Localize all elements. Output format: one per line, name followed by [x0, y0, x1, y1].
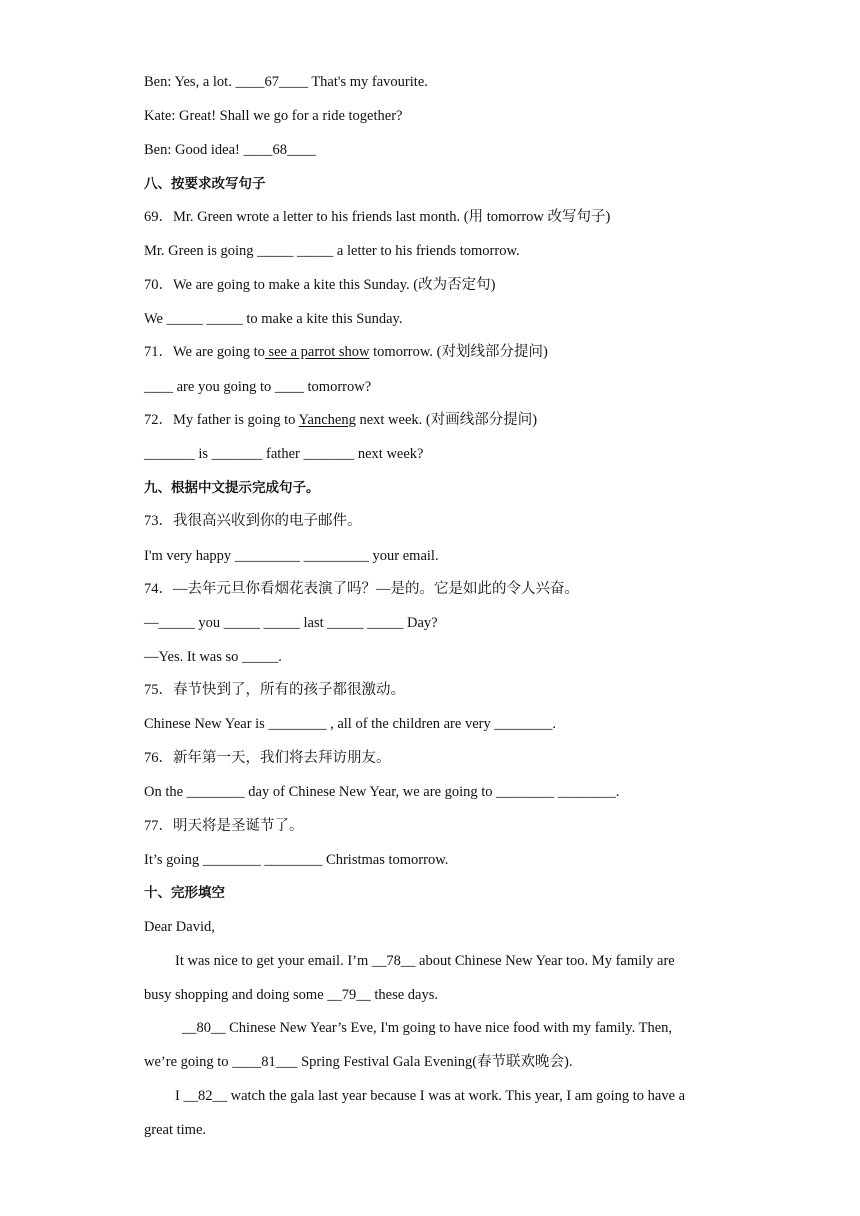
paragraph-1-line-2 [144, 985, 438, 1005]
answer-72: _______ is _______ father _______ next week? [144, 446, 424, 462]
question-73: 73．我很高兴收到你的电子邮件。 [144, 513, 362, 529]
section-9-title: 九、根据中文提示完成句子。 [144, 480, 320, 496]
blank-80: __80__ [182, 1020, 226, 1036]
paragraph-2-line-2 [144, 1052, 573, 1072]
text: Spring Festival Gala Evening(春节联欢晚会). [297, 1054, 573, 1070]
letter-greeting: Dear David, [144, 919, 215, 935]
text: It was nice to get your email. I’m [175, 953, 372, 969]
text: we’re going to [144, 1054, 233, 1070]
text: these days. [370, 987, 439, 1003]
text: tomorrow. (对划线部分提问) [369, 344, 548, 360]
text: next week. (对画线部分提问) [355, 412, 538, 428]
answer-77: It’s going ________ ________ Christmas tomorrow. [144, 852, 449, 868]
paragraph-1-line-1 [175, 951, 675, 971]
blank-79: __79__ [327, 987, 371, 1003]
answer-73: I'm very happy _________ _________ your email. [144, 548, 439, 564]
question-71 [144, 342, 548, 362]
underlined-phrase: see a parrot show [264, 344, 370, 360]
question-75: 75．春节快到了，所有的孩子都很激动。 [144, 682, 405, 698]
section-8-title: 八、按要求改写句子 [144, 176, 266, 192]
blank-78: __78__ [371, 953, 416, 969]
answer-76: On the ________ day of Chinese New Year, we are going to ________ ________. [144, 784, 620, 800]
paragraph-2-line-1 [182, 1018, 672, 1038]
underlined-phrase: Yancheng [298, 412, 356, 428]
answer-74-line-1: —_____ you _____ _____ last _____ _____ Day? [144, 615, 438, 631]
text: Ben: Good idea! [144, 142, 244, 158]
paragraph-3-line-2: great time. [144, 1122, 207, 1138]
blank-68: ____68____ [243, 142, 316, 158]
text: 71．We are going to [144, 344, 265, 360]
blank-81: ____81___ [232, 1054, 298, 1070]
question-70: 70．We are going to make a kite this Sunday. (改为否定句) [144, 277, 496, 293]
text: about Chinese New Year too. My family are [415, 953, 675, 969]
answer-71: ____ are you going to ____ tomorrow? [144, 379, 372, 395]
text: That's my favourite. [307, 74, 428, 90]
text: I [175, 1088, 184, 1104]
dialogue-line-ben-1 [144, 72, 428, 92]
text: busy shopping and doing some [144, 987, 328, 1003]
section-10-title: 十、完形填空 [144, 885, 225, 901]
paragraph-3-line-1 [175, 1086, 685, 1106]
answer-74-line-2: —Yes. It was so _____. [144, 649, 282, 665]
answer-75: Chinese New Year is ________ , all of the children are very ________. [144, 716, 556, 732]
text: Chinese New Year’s Eve, I'm going to have nice food with my family. Then, [225, 1020, 673, 1036]
question-77: 77．明天将是圣诞节了。 [144, 818, 304, 834]
dialogue-line-kate: Kate: Great! Shall we go for a ride together? [144, 108, 403, 124]
blank-67: ____67____ [235, 74, 308, 90]
text: Ben: Yes, a lot. [144, 74, 236, 90]
question-76: 76．新年第一天，我们将去拜访朋友。 [144, 750, 391, 766]
answer-69: Mr. Green is going _____ _____ a letter to his friends tomorrow. [144, 243, 520, 259]
dialogue-line-ben-2 [144, 140, 316, 160]
text: watch the gala last year because I was at work. This year, I am going to have a [226, 1088, 686, 1104]
question-74: 74．—去年元旦你看烟花表演了吗？—是的。它是如此的令人兴奋。 [144, 581, 579, 597]
text: 72．My father is going to [144, 412, 299, 428]
answer-70: We _____ _____ to make a kite this Sunday. [144, 311, 403, 327]
blank-82: __82__ [183, 1088, 227, 1104]
question-72 [144, 410, 537, 430]
question-69: 69．Mr. Green wrote a letter to his friends last month. (用 tomorrow 改写句子) [144, 209, 611, 225]
